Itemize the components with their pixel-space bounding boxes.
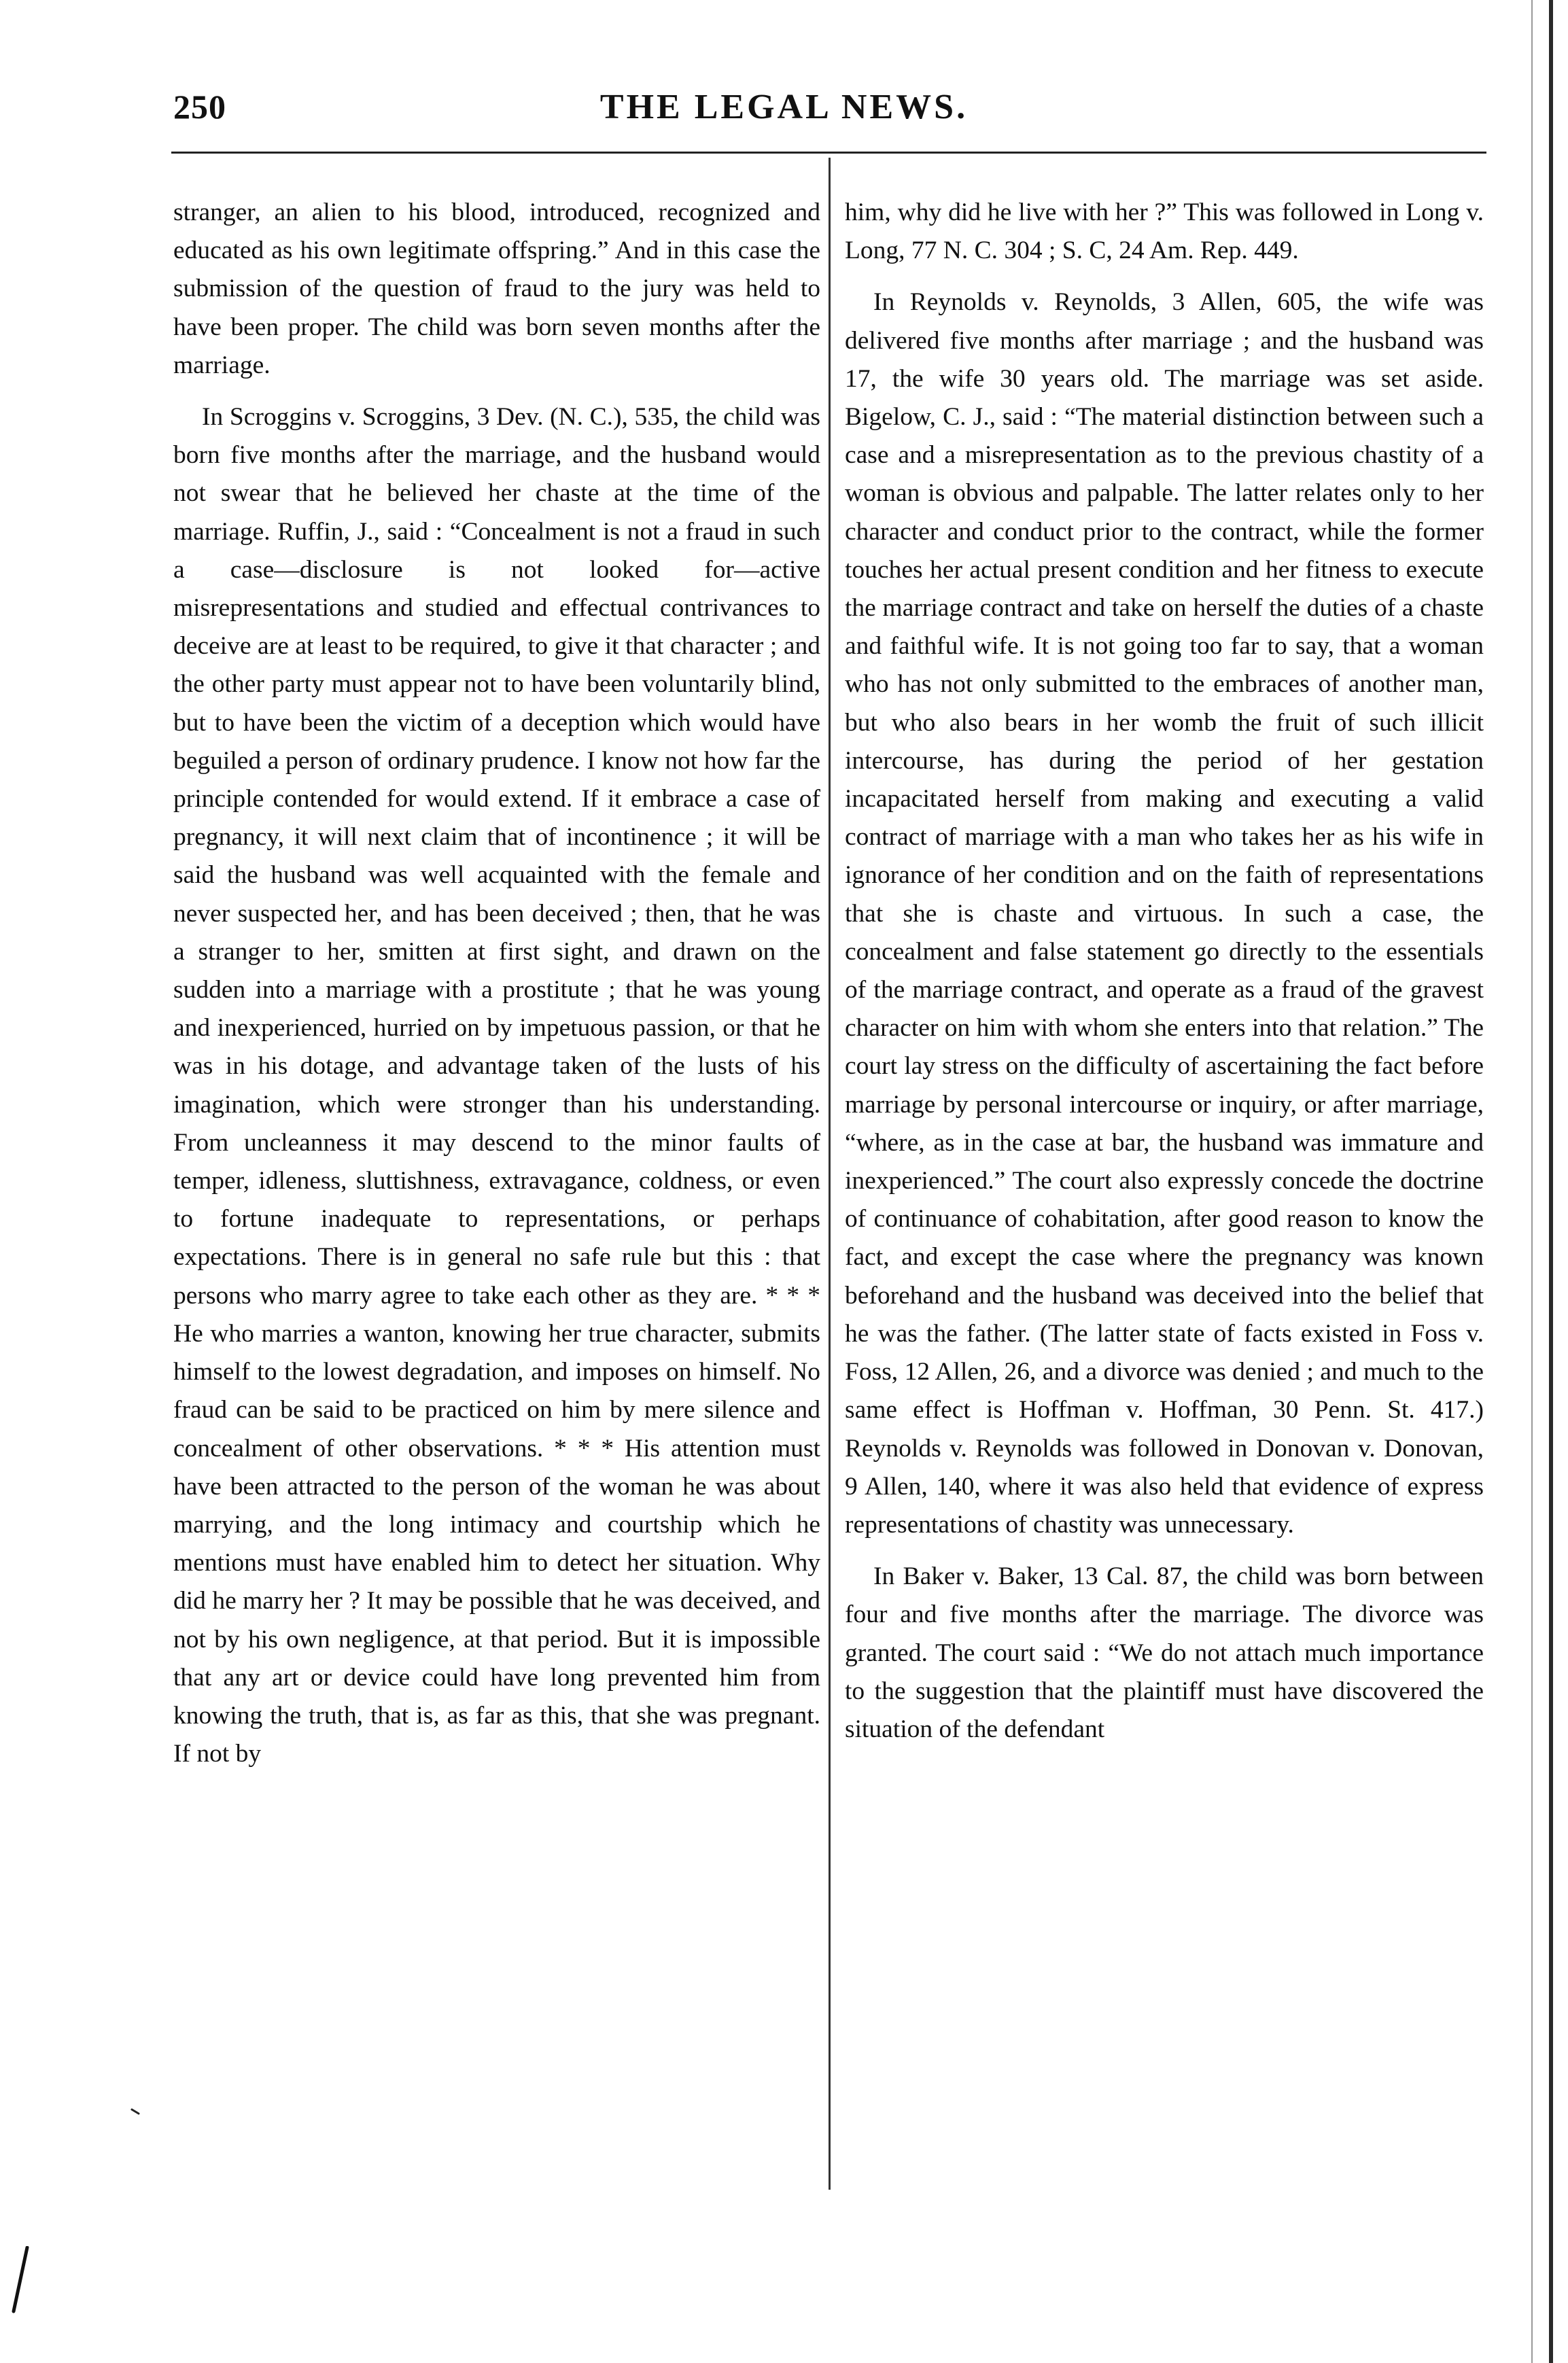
right-column (845, 194, 1484, 1749)
column-divider (829, 158, 831, 2190)
right-paragraph-1: him, why did he live with her ?” This was followed in Long v. Long, 77 N. C. 304 ; S. C, 24 Am. Rep. 449. (845, 198, 1484, 265)
left-paragraph-1: stranger, an alien to his blood, introduced, recognized and educated as his own legitimate offspring.” And in this case the submission of the question of fraud to the jury was held to have been proper. The child was born seven months after the marriage. (173, 198, 820, 379)
left-paragraph-2: In Scroggins v. Scroggins, 3 Dev. (N. C.), 535, the child was born five months after the marriage, and the husband would not swear that he believed her chaste at the time of the marriage. Ruffin, J., said : “Concealment is not a fraud in such a case—disclosure is not looked for—active misrepresentations and studied and effectual contrivances to deceive are at least to be required, to give it that character ; and the other party must appear not to have been voluntarily blind, but to have been the victim of a deception which would have beguiled a person of ordinary prudence. I know not how far the principle contended for would extend. If it embrace a case of pregnancy, it will next claim that of incontinence ; it will be said the husband was well acquainted with the female and never suspected her, and has been deceived ; then, that he was a stranger to her, smitten at first sight, and drawn on the sudden into a marriage with a prostitute ; that he was young and inexperienced, hurried on by impetuous passion, or that he was in his dotage, and advantage taken of the lusts of his imagination, which were stronger than his understanding. From uncleanness it may descend to the minor faults of temper, idleness, sluttishness, extravagance, coldness, or even to fortune inadequate to representations, or perhaps expectations. There is in general no safe rule but this : that persons who marry agree to take each other as they are. * * * He who marries a wanton, knowing her true character, submits himself to the lowest degradation, and imposes on himself. No fraud can be said to be practiced on him by mere silence and concealment of other observations. * * * His attention must have been attracted to the person of the woman he was about marrying, and the long intimacy and courtship which he mentions must have enabled him to detect her situation. Why did he marry her ? It may be possible that he was deceived, and not by his own negligence, at that period. But it is impossible that any art or device could have long prevented him from knowing the truth, that is, as far as this, that she was pregnant. If not by (173, 403, 820, 1768)
page-number: 250 (173, 88, 226, 126)
right-paragraph-3: In Baker v. Baker, 13 Cal. 87, the child was born between four and five months after the marriage. The divorce was granted. The court said : “We do not attach much importance to the suggestion that the plaintiff must have discovered the situation of the defendant (845, 1562, 1484, 1743)
right-paragraph-2: In Reynolds v. Reynolds, 3 Allen, 605, the wife was delivered five months after marriage ; and the husband was 17, the wife 30 years old. The marriage was set aside. Bigelow, C. J., said : “The material distinction between such a case and a misrepresentation as to the previous chastity of a woman is obvious and palpable. The latter relates only to her character and conduct prior to the contract, while the former touches her actual present condition and her fitness to execute the marriage contract and take on herself the duties of a chaste and faithful wife. It is not going too far to say, that a woman who has not only submitted to the embraces of another man, but who also bears in her womb the fruit of such illicit intercourse, has during the period of her gestation incapacitated herself from making and executing a valid contract of marriage with a man who takes her as his wife in ignorance of her condition and on the faith of representations that she is chaste and virtuous. In such a case, the concealment and false statement go directly to the essentials of the marriage contract, and operate as a fraud of the gravest character on him with whom she enters into that relation.” The court lay stress on the difficulty of ascertaining the fact before marriage by personal intercourse or inquiry, or after marriage, “where, as in the case at bar, the husband was immature and inexperienced.” The court also expressly concede the doctrine of continuance of cohabitation, after good reason to know the fact, and except the case where the pregnancy was known beforehand and the husband was deceived into the belief that he was the father. (The latter state of facts existed in Foss v. Foss, 12 Allen, 26, and a divorce was denied ; and much to the same effect is Hoffman v. Hoffman, 30 Penn. St. 417.) Reynolds v. Reynolds was followed in Donovan v. Donovan, 9 Allen, 140, where it was also held that evidence of express representations of chastity was unnecessary. (845, 288, 1484, 1539)
scan-edge-line (1549, 0, 1553, 2363)
header-rule (171, 152, 1486, 154)
journal-title: THE LEGAL NEWS. (599, 88, 969, 126)
left-column (173, 194, 820, 1773)
pen-mark-icon (10, 2246, 30, 2314)
scan-edge-shadow (1531, 0, 1533, 2363)
margin-mark-icon (130, 2107, 140, 2116)
